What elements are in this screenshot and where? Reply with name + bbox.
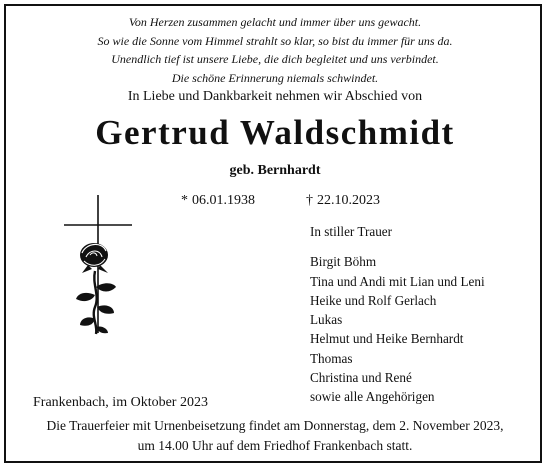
birth-date <box>181 192 255 210</box>
place-date: Frankenbach, im Oktober 2023 <box>33 395 208 410</box>
birth-date-value: 06.01.1938 <box>192 193 255 208</box>
mourners-list <box>310 222 485 407</box>
death-date <box>306 192 380 210</box>
poem-line: Die schöne Erinnerung niemals schwindet. <box>171 70 379 85</box>
mourner-name: sowie alle Angehörigen <box>310 389 435 405</box>
maiden-name: geb. Bernhardt <box>229 163 321 178</box>
mourner-name: Thomas <box>310 350 353 366</box>
mourner-name: Tina und Andi mit Lian und Leni <box>310 273 485 289</box>
mourner-name: Heike und Rolf Gerlach <box>310 292 437 308</box>
mourner-name: Lukas <box>310 312 343 328</box>
funeral-info <box>0 416 550 456</box>
deceased-name: Gertrud Waldschmidt <box>95 113 455 152</box>
mourner-name: Helmut und Heike Bernhardt <box>310 331 464 347</box>
funeral-line: Die Trauerfeier mit Urnenbeisetzung findet am Donnerstag, dem 2. November 2023, <box>46 418 504 433</box>
mourners-heading: In stiller Trauer <box>310 224 393 239</box>
rose-cross-icon <box>62 195 134 335</box>
poem-line: Von Herzen zusammen gelacht und immer über uns gewacht. <box>128 15 422 29</box>
poem-line: Unendlich tief ist unsere Liebe, die dich begleitet und uns verbindet. <box>111 52 439 66</box>
birth-symbol: * <box>181 193 188 208</box>
mourner-name: Birgit Böhm <box>310 254 377 270</box>
death-symbol: † <box>306 193 313 208</box>
intro-text: In Liebe und Dankbarkeit nehmen wir Abschied von <box>127 89 423 104</box>
funeral-line: um 14.00 Uhr auf dem Friedhof Frankenbach statt. <box>137 438 413 453</box>
death-date-value: 22.10.2023 <box>317 193 380 208</box>
poem <box>0 13 550 87</box>
mourner-name: Christina und René <box>310 370 412 386</box>
poem-line: So wie die Sonne vom Himmel strahlt so klar, so bist du immer für uns da. <box>97 33 453 48</box>
